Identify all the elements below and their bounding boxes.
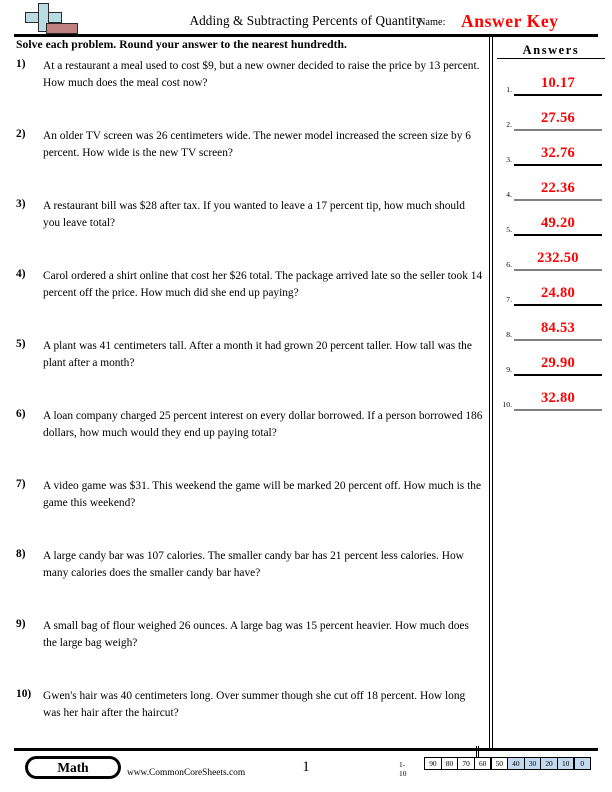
answer-value: 232.50: [537, 250, 579, 266]
answer-row: [497, 142, 605, 172]
scale-range-label: 1-10: [399, 759, 407, 778]
answer-number: 4.: [506, 190, 512, 199]
scale-box: 20: [540, 757, 557, 770]
answer-row: [497, 282, 605, 312]
question-text: A plant was 41 centimeters tall. After a month it had grown 20 percent taller. How tall was the plant after a month?: [43, 340, 472, 369]
answer-number: 7.: [506, 295, 512, 304]
question-number: 8): [16, 548, 26, 560]
footer-divider: [14, 748, 598, 751]
answer-rule: [514, 164, 602, 166]
answer-value: 84.53: [540, 320, 576, 336]
answers-column-divider: [489, 36, 493, 748]
name-label: Name:: [418, 17, 446, 28]
answer-value: 27.56: [540, 110, 576, 126]
answer-number: 10.: [502, 400, 512, 409]
question-text: A large candy bar was 107 calories. The smaller candy bar has 21 percent less calories. How many calories does the smaller candy bar have?: [43, 550, 464, 579]
answer-rule: [514, 234, 602, 236]
answer-value: 22.36: [540, 180, 576, 196]
question-text: An older TV screen was 26 centimeters wide. The newer model increased the screen size by 6 percent. How wide is the new TV screen?: [43, 130, 471, 159]
answers-heading: Answers: [497, 43, 605, 59]
question-number: 1): [16, 58, 26, 70]
question-number: 2): [16, 128, 26, 140]
answer-number: 8.: [506, 330, 512, 339]
scale-box: 40: [507, 757, 524, 770]
question-number: 6): [16, 408, 26, 420]
answer-rule: [514, 129, 602, 131]
question-number: 9): [16, 618, 26, 630]
answer-rule: [514, 409, 602, 411]
header-divider: [14, 34, 598, 37]
answer-number: 2.: [506, 120, 512, 129]
answer-value: 49.20: [540, 215, 576, 231]
scale-box: 60: [474, 757, 491, 770]
answer-rule: [514, 339, 602, 341]
scale-box: 0: [574, 757, 591, 770]
question-number: 3): [16, 198, 26, 210]
question-number: 5): [16, 338, 26, 350]
answer-rule: [514, 199, 602, 201]
question-number: 4): [16, 268, 26, 280]
question-text: A small bag of flour weighed 26 ounces. A large bag was 15 percent heavier. How much does the large bag weigh?: [43, 620, 469, 649]
question-number: 7): [16, 478, 26, 490]
scale-box-list: [425, 757, 591, 770]
scale-box: 70: [457, 757, 474, 770]
site-url: www.CommonCoreSheets.com: [127, 768, 246, 778]
answer-row: [497, 387, 605, 417]
answer-row: [497, 247, 605, 277]
answer-rule: [514, 269, 602, 271]
question-text: A loan company charged 25 percent interest on every dollar borrowed. If a person borrowed 186 dollars, how much would they end up paying total?: [43, 410, 483, 439]
answer-value: 29.90: [540, 355, 576, 371]
scale-marker: [476, 746, 479, 757]
answer-row: [497, 177, 605, 207]
answer-row: [497, 107, 605, 137]
answer-number: 9.: [506, 365, 512, 374]
subject-badge-label: Math: [57, 759, 89, 775]
page-number: 1: [302, 759, 310, 775]
answer-value: 24.80: [540, 285, 576, 301]
answer-number: 6.: [506, 260, 512, 269]
answer-row: [497, 212, 605, 242]
answer-value: 32.76: [540, 145, 576, 161]
answer-number: 3.: [506, 155, 512, 164]
question-text: At a restaurant a meal used to cost $9, but a new owner decided to raise the price by 13 percent. How much does the meal cost now?: [43, 60, 480, 89]
answer-row: [497, 72, 605, 102]
page-title: Adding & Subtracting Percents of Quantity: [189, 13, 423, 28]
page-header: [0, 0, 612, 37]
answer-row: [497, 352, 605, 382]
answer-rule: [514, 374, 602, 376]
question-text: A video game was $31. This weekend the game will be marked 20 percent off. How much is the game this weekend?: [43, 480, 482, 509]
answer-number: 5.: [506, 225, 512, 234]
answer-value: 10.17: [540, 75, 576, 91]
scale-box: 10: [557, 757, 574, 770]
answer-rule: [514, 94, 602, 96]
answer-value: 32.80: [540, 390, 576, 406]
scale-box: 50: [491, 757, 508, 770]
scale-box: 30: [524, 757, 541, 770]
question-text: Carol ordered a shirt online that cost her $26 total. The package arrived late so the seller took 14 percent off the price. How much did she end up paying?: [43, 270, 483, 299]
answer-number: 1.: [506, 85, 512, 94]
question-text: Gwen's hair was 40 centimeters long. Over summer though she cut off 18 percent. How long was her hair after the haircut?: [43, 690, 466, 719]
scale-box: 80: [441, 757, 458, 770]
answer-key-badge: Answer Key: [461, 11, 559, 31]
answer-row: [497, 317, 605, 347]
instructions-text: Solve each problem. Round your answer to the nearest hundredth.: [16, 38, 347, 51]
scale-box: 90: [424, 757, 441, 770]
question-text: A restaurant bill was $28 after tax. If you wanted to leave a 17 percent tip, how much should you leave total?: [43, 200, 465, 229]
question-number: 10): [16, 688, 32, 700]
answer-rule: [514, 304, 602, 306]
